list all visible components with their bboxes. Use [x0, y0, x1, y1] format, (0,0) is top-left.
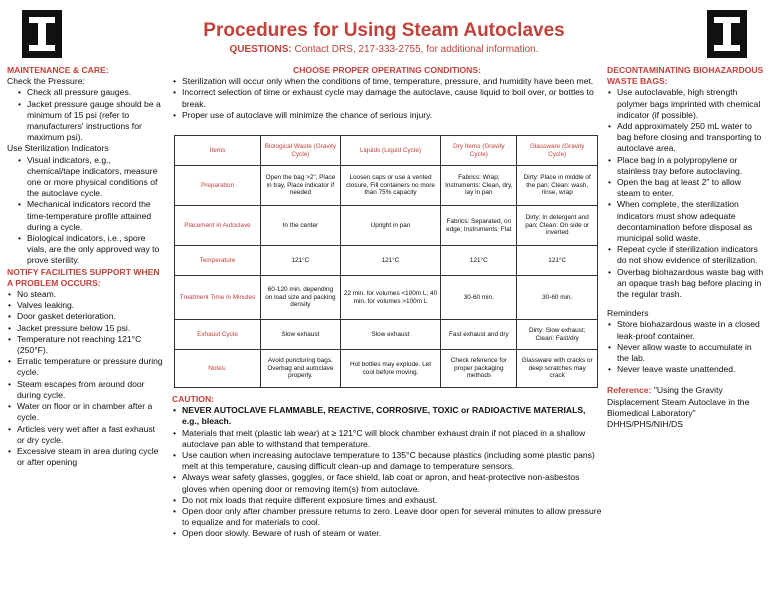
row-header-cell: Temperature — [175, 246, 261, 276]
use-indicators-label: Use Sterilization Indicators — [7, 143, 109, 154]
conditions-header: CHOOSE PROPER OPERATING CONDITIONS: — [293, 65, 481, 75]
table-cell: Slow exhaust — [261, 320, 341, 350]
list-item: • Repeat cycle if sterilization indicators do not show evidence of sterilization. — [607, 244, 765, 266]
reminders-header: Reminders — [607, 308, 649, 319]
table-row — [175, 320, 598, 350]
list-item: • Add approximately 250 mL water to bag before closing and transporting to autoclave area. — [607, 121, 765, 155]
right-column — [607, 65, 765, 430]
decon-header: DECONTAMINATING BIOHAZARDOUS WASTE BAGS: — [607, 65, 764, 87]
list-item: • Jacket pressure below 15 psi. — [7, 323, 164, 334]
list-item: • Place bag in a polypropylene or stainless tray before autoclaving. — [607, 155, 765, 177]
list-item: • Do not mix loads that require different exposure times and exhaust. — [172, 495, 602, 506]
questions-label: QUESTIONS: — [229, 44, 292, 55]
row-header-cell: Treatment Time in Minutes — [175, 276, 261, 320]
left-column — [7, 65, 164, 468]
list-item: • Proper use of autoclave will minimize the chance of serious injury. — [172, 110, 602, 121]
list-item: • Store biohazardous waste in a closed leak-proof container. — [607, 319, 765, 341]
list-item: • Steam escapes from around door during cycle. — [7, 379, 164, 401]
list-item: • Open the bag at least 2" to allow steam to enter. — [607, 177, 765, 199]
table-header-cell: Dry Items (Gravity Cycle) — [441, 136, 517, 166]
middle-column — [172, 65, 602, 540]
row-header-cell: Preparation — [175, 166, 261, 206]
list-item: • Open door only after chamber pressure returns to zero. Leave door open for several minutes to allow pressure to equalize and for materials to cool. — [172, 506, 602, 528]
operating-conditions-table — [174, 135, 598, 388]
list-item: • Incorrect selection of time or exhaust cycle may damage the autoclave, cause liquid to boil over, or bottles to break. — [172, 87, 602, 109]
table-row — [175, 246, 598, 276]
questions-text: Contact DRS, 217-333-2755, for additional information. — [294, 44, 539, 55]
table-header-cell: Glassware (Gravity Cycle) — [517, 136, 598, 166]
table-cell: Fabrics: Wrap; Instruments: Clean, dry, lay in pan — [441, 166, 517, 206]
table-header-cell: Liquids (Liquid Cycle) — [340, 136, 441, 166]
table-cell: 121°C — [340, 246, 441, 276]
list-item: • Valves leaking. — [7, 300, 164, 311]
list-item: • Never leave waste unattended. — [607, 364, 765, 375]
list-item: • Visual indicators, e.g., chemical/tape indicators, measure one or more physical conditions of the autoclave cycle. — [17, 155, 164, 200]
reference — [607, 385, 765, 430]
list-item: • Excessive steam in area during cycle or after opening — [7, 446, 164, 468]
conditions-list — [172, 76, 602, 121]
table-cell: 30-60 min. — [441, 276, 517, 320]
table-header-row — [175, 136, 598, 166]
table-cell: In the center — [261, 206, 341, 246]
table-cell: 121°C — [441, 246, 517, 276]
list-item: • Overbag biohazardous waste bag with an opaque trash bag before placing in the regular trash. — [607, 267, 765, 301]
table-cell: 121°C — [261, 246, 341, 276]
list-item: • Use autoclavable, high strength polymer bags imprinted with chemical indicator (if possible). — [607, 87, 765, 121]
list-item: • Mechanical indicators record the time-temperature profile attained during a cycle. — [17, 199, 164, 233]
list-item: • Water on floor or in chamber after a cycle. — [7, 401, 164, 423]
list-item: • Biological indicators, i.e., spore vials, are the only approved way to prove sterility. — [17, 233, 164, 267]
list-item: • Open door slowly. Beware of rush of steam or water. — [172, 528, 602, 539]
table-row — [175, 276, 598, 320]
table-cell: 60-120 min. depending on load size and packing density — [261, 276, 341, 320]
table-cell: Dirty: Place in middle of the pan; Clean: wash, rinse, wrap — [517, 166, 598, 206]
pressure-list — [7, 87, 164, 143]
list-item: • Articles very wet after a fast exhaust or dry cycle. — [7, 424, 164, 446]
notify-header: NOTIFY FACILITIES SUPPORT WHEN A PROBLEM OCCURS: — [7, 266, 160, 288]
list-item: • Jacket pressure gauge should be a minimum of 15 psi (refer to manufacturers' instructions for maximum psi). — [17, 99, 164, 144]
table-cell: Upright in pan — [340, 206, 441, 246]
problem-list — [7, 289, 164, 468]
table-header-cell: Items — [175, 136, 261, 166]
table-cell: Dirty: In detergent and pan; Clean: On side or inverted — [517, 206, 598, 246]
maintenance-header: MAINTENANCE & CARE: — [7, 65, 109, 75]
table-cell: Hot bottles may explode. Let cool before moving. — [340, 350, 441, 388]
list-item: • No steam. — [7, 289, 164, 300]
list-item: • Erratic temperature or pressure during cycle. — [7, 356, 164, 378]
list-item: • Materials that melt (plastic lab wear) at ≥ 121°C will block chamber exhaust drain if not placed in a shallow autoclave pan able to withstand that temperature. — [172, 428, 602, 450]
table-cell: 30-60 min. — [517, 276, 598, 320]
table-header-cell: Biological Waste (Gravity Cycle) — [261, 136, 341, 166]
table-row — [175, 166, 598, 206]
reference-text: "Using the Gravity Displacement Steam Autoclave in the Biomedical Laboratory" DHHS/PHS/NIH/DS — [607, 385, 750, 430]
table-cell: Fabrics: Separated, on edge; Instruments: Flat — [441, 206, 517, 246]
reminders-list — [607, 319, 765, 375]
table-cell: Loosen caps or use a vented closure, Fill containers no more than 75% capacity — [340, 166, 441, 206]
list-item: • When complete, the sterilization indicators must show adequate decontamination before disposal as municipal solid waste. — [607, 199, 765, 244]
list-item: • Check all pressure gauges. — [17, 87, 164, 98]
page-title: Procedures for Using Steam Autoclaves — [203, 20, 565, 41]
list-item: • Never allow waste to accumulate in the lab. — [607, 342, 765, 364]
row-header-cell: Exhaust Cycle — [175, 320, 261, 350]
questions-line — [0, 44, 768, 55]
list-item: • NEVER AUTOCLAVE FLAMMABLE, REACTIVE, CORROSIVE, TOXIC or RADIOACTIVE MATERIALS, e.g., bleach. — [172, 405, 602, 427]
table-cell: Avoid puncturing bags. Overbag and autoclave properly. — [261, 350, 341, 388]
reference-label: Reference: — [607, 385, 652, 396]
table-row — [175, 206, 598, 246]
table-row — [175, 350, 598, 388]
list-item: • Sterilization will occur only when the conditions of time, temperature, pressure, and humidity have been met. — [172, 76, 602, 87]
caution-list — [172, 405, 602, 539]
list-item: • Use caution when increasing autoclave temperature to 135°C because plastics (including some plastic pans) melt at this temperature, causing difficult clean-up and damage to temperature sensors. — [172, 450, 602, 472]
row-header-cell: Notes: — [175, 350, 261, 388]
list-item: • Always wear safety glasses, goggles, or face shield, lab coat or apron, and heat-protective non-asbestos gloves when opening door or removing item(s) from autoclave. — [172, 472, 602, 494]
list-item: • Temperature not reaching 121°C (250°F). — [7, 334, 164, 356]
row-header-cell: Placement in Autoclave — [175, 206, 261, 246]
table-cell: Slow exhaust — [340, 320, 441, 350]
decon-list — [607, 87, 765, 300]
table-cell: Check reference for proper packaging methods — [441, 350, 517, 388]
table-cell: Open the bag >2", Place in tray, Place indicator if needed — [261, 166, 341, 206]
check-pressure-label: Check the Pressure: — [7, 76, 85, 87]
caution-header: CAUTION: — [172, 394, 215, 405]
table-cell: Dirty: Slow exhaust; Clean: Fast/dry — [517, 320, 598, 350]
table-cell: Glassware with cracks or deep scratches may crack — [517, 350, 598, 388]
list-item: • Door gasket deterioration. — [7, 311, 164, 322]
indicator-list — [7, 155, 164, 267]
table-cell: 22 min. for volumes <100m L; 40 min. for volumes >100m L — [340, 276, 441, 320]
table-cell: Fast exhaust and dry — [441, 320, 517, 350]
table-cell: 121°C — [517, 246, 598, 276]
